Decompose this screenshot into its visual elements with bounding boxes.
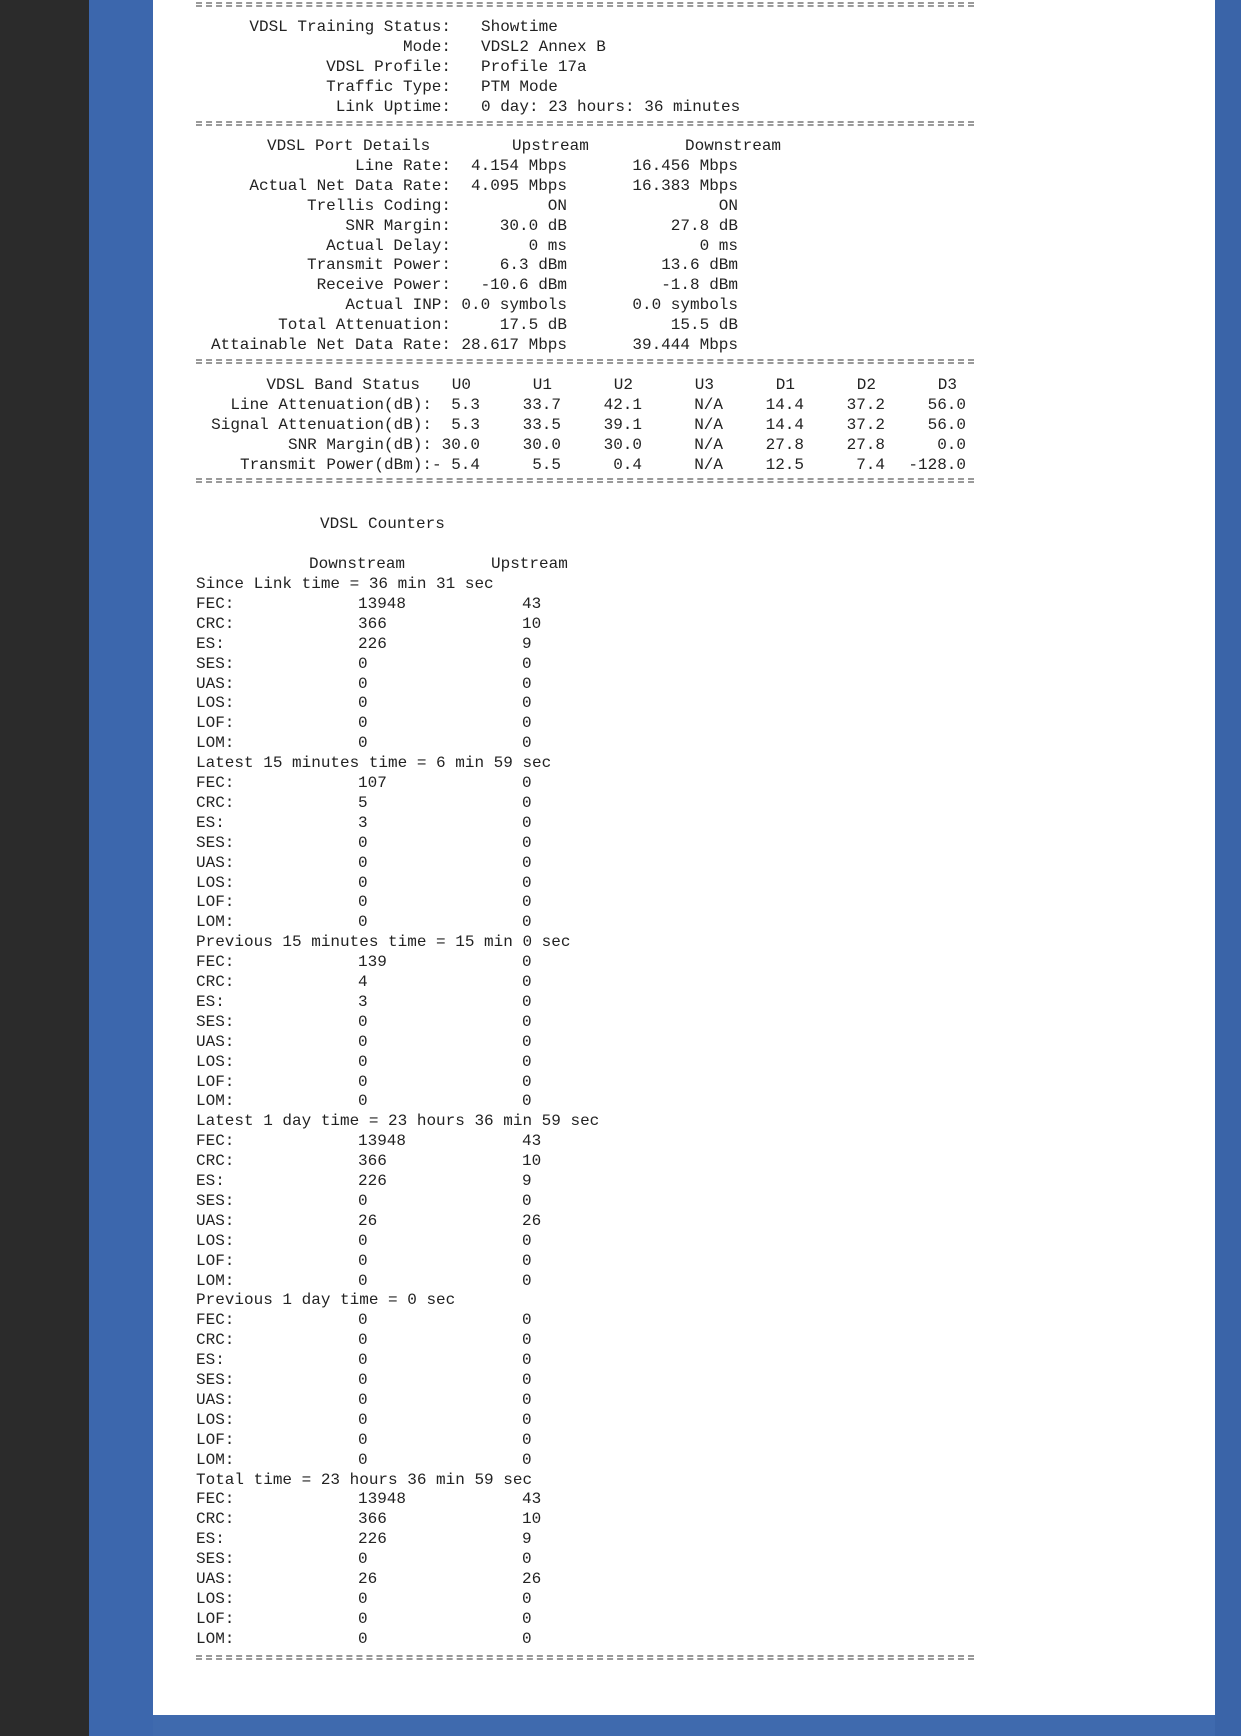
counter-label: SES: bbox=[196, 1550, 235, 1569]
counter-upstream: 0 bbox=[522, 1629, 532, 1648]
counter-downstream: 0 bbox=[358, 853, 368, 872]
counter-downstream: 0 bbox=[358, 1032, 368, 1051]
port-row-label: Actual Delay: bbox=[326, 236, 451, 255]
separator-bottom bbox=[196, 1655, 974, 1660]
counter-downstream: 0 bbox=[358, 694, 368, 713]
counter-upstream: 0 bbox=[522, 1271, 532, 1290]
training-label: VDSL Profile: bbox=[326, 57, 451, 76]
counter-downstream: 226 bbox=[358, 1530, 387, 1549]
counter-label: LOF: bbox=[196, 1072, 235, 1091]
band-value: 56.0 bbox=[927, 415, 966, 434]
counter-upstream: 0 bbox=[522, 1092, 532, 1111]
counter-upstream: 0 bbox=[522, 654, 532, 673]
band-value: 30.0 bbox=[603, 435, 642, 454]
training-label: Mode: bbox=[402, 37, 451, 56]
counter-label: ES: bbox=[196, 1172, 225, 1190]
port-header-label: VDSL Port Details bbox=[267, 137, 431, 155]
port-row-label: Receive Power: bbox=[316, 276, 451, 295]
counter-downstream: 26 bbox=[358, 1211, 378, 1230]
counter-downstream: 0 bbox=[358, 1231, 368, 1250]
separator-band bbox=[196, 478, 974, 483]
band-value: 0.4 bbox=[613, 455, 642, 474]
band-value: 56.0 bbox=[927, 395, 966, 414]
band-value: 14.4 bbox=[765, 395, 804, 414]
port-header-downstream: Downstream bbox=[685, 137, 782, 155]
counter-label: CRC: bbox=[196, 1331, 235, 1350]
counter-upstream: 0 bbox=[522, 694, 532, 713]
counter-downstream: 0 bbox=[358, 1589, 368, 1608]
counter-upstream: 0 bbox=[522, 1609, 532, 1628]
counter-label: FEC: bbox=[196, 1132, 235, 1151]
counters-col-upstream: Upstream bbox=[491, 555, 568, 573]
port-row-label: Actual Net Data Rate: bbox=[249, 176, 451, 195]
port-upstream-value: 4.154 Mbps bbox=[470, 156, 567, 175]
counter-downstream: 13948 bbox=[358, 594, 407, 613]
port-downstream-value: 39.444 Mbps bbox=[632, 336, 738, 354]
counter-downstream: 3 bbox=[358, 992, 368, 1011]
separator-training bbox=[196, 121, 974, 126]
counter-label: ES: bbox=[196, 813, 225, 832]
counter-downstream: 0 bbox=[358, 1410, 368, 1429]
counter-label: CRC: bbox=[196, 1152, 235, 1171]
band-value: 30.0 bbox=[441, 435, 480, 454]
band-value: 5.5 bbox=[532, 455, 561, 474]
content-panel bbox=[153, 0, 1215, 1715]
band-value: 7.4 bbox=[856, 455, 885, 474]
band-value: 5.3 bbox=[451, 415, 480, 434]
counter-label: LOS: bbox=[196, 1410, 235, 1429]
counter-label: FEC: bbox=[196, 953, 235, 972]
counters-col-downstream: Downstream bbox=[309, 555, 406, 573]
counter-upstream: 9 bbox=[522, 1172, 532, 1190]
counter-downstream: 0 bbox=[358, 1629, 368, 1648]
counter-downstream: 0 bbox=[358, 1550, 368, 1569]
band-value: 33.7 bbox=[522, 395, 561, 414]
counter-label: SES: bbox=[196, 1012, 235, 1031]
counter-downstream: 4 bbox=[358, 973, 368, 991]
counter-downstream: 0 bbox=[358, 1331, 368, 1350]
band-header-u3: U3 bbox=[694, 376, 714, 394]
counter-upstream: 0 bbox=[522, 1251, 532, 1270]
counter-upstream: 0 bbox=[522, 793, 532, 812]
port-downstream-value: -1.8 dBm bbox=[661, 276, 738, 295]
counter-upstream: 0 bbox=[522, 853, 532, 872]
counter-label: LOM: bbox=[196, 913, 235, 932]
band-value: 33.5 bbox=[522, 415, 561, 434]
counter-section-heading: Latest 1 day time = 23 hours 36 min 59 sec bbox=[196, 1112, 600, 1131]
training-value: VDSL2 Annex B bbox=[481, 37, 606, 56]
port-downstream-value: 27.8 dB bbox=[670, 216, 738, 235]
counter-label: SES: bbox=[196, 654, 235, 673]
band-row-label: SNR Margin(dB): bbox=[287, 435, 432, 454]
band-value: N/A bbox=[694, 455, 723, 474]
counter-label: FEC: bbox=[196, 1311, 235, 1330]
counter-downstream: 0 bbox=[358, 1311, 368, 1330]
band-value: 37.2 bbox=[846, 395, 885, 414]
counter-label: LOS: bbox=[196, 1589, 235, 1608]
counter-downstream: 226 bbox=[358, 634, 387, 653]
port-row-label: Total Attenuation: bbox=[278, 316, 451, 335]
counter-section-heading: Previous 1 day time = 0 sec bbox=[196, 1291, 456, 1310]
counter-upstream: 0 bbox=[522, 1410, 532, 1429]
port-downstream-value: 16.383 Mbps bbox=[632, 176, 738, 195]
port-upstream-value: ON bbox=[547, 196, 567, 215]
counter-label: LOS: bbox=[196, 1052, 235, 1071]
counter-upstream: 9 bbox=[522, 1530, 532, 1549]
counter-upstream: 10 bbox=[522, 1510, 542, 1529]
counter-label: ES: bbox=[196, 634, 225, 653]
band-header-d3: D3 bbox=[937, 376, 957, 394]
counter-upstream: 0 bbox=[522, 774, 532, 792]
band-header-d2: D2 bbox=[856, 376, 876, 394]
counter-downstream: 0 bbox=[358, 1092, 368, 1111]
counter-downstream: 0 bbox=[358, 833, 368, 852]
counter-label: UAS: bbox=[196, 1032, 235, 1051]
port-row-label: Trellis Coding: bbox=[306, 196, 451, 215]
counter-downstream: 366 bbox=[358, 1510, 387, 1529]
band-value: 5.3 bbox=[451, 395, 480, 414]
counter-upstream: 26 bbox=[522, 1570, 542, 1588]
band-header-u0: U0 bbox=[451, 376, 471, 394]
counter-downstream: 0 bbox=[358, 1271, 368, 1290]
counter-upstream: 0 bbox=[522, 1589, 532, 1608]
left-dark-margin bbox=[0, 0, 89, 1736]
port-upstream-value: 0.0 symbols bbox=[461, 296, 567, 315]
counter-label: LOF: bbox=[196, 1609, 235, 1628]
counter-upstream: 43 bbox=[522, 594, 542, 613]
counter-section-heading: Since Link time = 36 min 31 sec bbox=[196, 575, 494, 593]
counter-downstream: 0 bbox=[358, 1430, 368, 1449]
training-value: PTM Mode bbox=[481, 77, 558, 96]
counter-label: LOM: bbox=[196, 734, 235, 753]
port-upstream-value: 30.0 dB bbox=[499, 216, 567, 235]
counter-upstream: 0 bbox=[522, 714, 532, 733]
counter-downstream: 0 bbox=[358, 674, 368, 693]
port-downstream-value: 13.6 dBm bbox=[661, 256, 738, 275]
counter-downstream: 5 bbox=[358, 793, 368, 812]
counter-downstream: 226 bbox=[358, 1172, 387, 1190]
counter-upstream: 0 bbox=[522, 1550, 532, 1569]
port-upstream-value: 0 ms bbox=[528, 236, 567, 255]
band-header-u1: U1 bbox=[532, 376, 552, 394]
counter-upstream: 0 bbox=[522, 1311, 532, 1330]
counter-label: UAS: bbox=[196, 1570, 235, 1588]
counter-downstream: 0 bbox=[358, 734, 368, 753]
counter-downstream: 0 bbox=[358, 1390, 368, 1409]
counter-downstream: 366 bbox=[358, 1152, 387, 1171]
counter-upstream: 0 bbox=[522, 913, 532, 932]
counter-upstream: 9 bbox=[522, 634, 532, 653]
counter-label: CRC: bbox=[196, 793, 235, 812]
band-value: 27.8 bbox=[765, 435, 804, 454]
left-blue-margin bbox=[89, 0, 153, 1736]
counter-label: LOM: bbox=[196, 1450, 235, 1469]
counter-upstream: 0 bbox=[522, 873, 532, 892]
counter-label: CRC: bbox=[196, 973, 235, 991]
counter-label: ES: bbox=[196, 1351, 225, 1370]
counter-label: LOS: bbox=[196, 1231, 235, 1250]
counter-downstream: 13948 bbox=[358, 1490, 407, 1509]
counter-upstream: 0 bbox=[522, 1450, 532, 1469]
counter-upstream: 26 bbox=[522, 1211, 542, 1230]
counter-downstream: 0 bbox=[358, 913, 368, 932]
port-upstream-value: 17.5 dB bbox=[499, 316, 567, 335]
counter-label: LOS: bbox=[196, 694, 235, 713]
counter-upstream: 0 bbox=[522, 1371, 532, 1389]
counter-label: UAS: bbox=[196, 674, 235, 693]
band-row-label: Line Attenuation(dB): bbox=[230, 395, 432, 414]
counter-label: SES: bbox=[196, 1371, 235, 1389]
counter-downstream: 26 bbox=[358, 1570, 378, 1588]
band-value: 39.1 bbox=[603, 415, 642, 434]
counter-downstream: 0 bbox=[358, 1371, 368, 1389]
port-header-upstream: Upstream bbox=[512, 137, 589, 155]
counter-label: FEC: bbox=[196, 1490, 235, 1509]
counter-label: LOM: bbox=[196, 1271, 235, 1290]
port-downstream-value: 16.456 Mbps bbox=[632, 156, 738, 175]
training-label: Link Uptime: bbox=[335, 97, 451, 116]
port-row-label: Actual INP: bbox=[345, 296, 451, 315]
port-downstream-value: ON bbox=[718, 196, 738, 215]
counter-label: UAS: bbox=[196, 1211, 235, 1230]
counter-upstream: 10 bbox=[522, 614, 542, 633]
counter-downstream: 366 bbox=[358, 614, 387, 633]
separator-top bbox=[196, 2, 974, 7]
counter-upstream: 0 bbox=[522, 734, 532, 753]
counter-section-heading: Total time = 23 hours 36 min 59 sec bbox=[196, 1470, 533, 1489]
band-value: N/A bbox=[694, 435, 723, 454]
counter-downstream: 0 bbox=[358, 1072, 368, 1091]
counter-label: LOF: bbox=[196, 893, 235, 912]
port-row-label: Line Rate: bbox=[354, 156, 451, 175]
separator-port bbox=[196, 359, 974, 364]
port-upstream-value: 28.617 Mbps bbox=[461, 336, 567, 354]
band-value: 42.1 bbox=[603, 395, 642, 414]
counter-label: LOM: bbox=[196, 1092, 235, 1111]
counter-upstream: 0 bbox=[522, 1351, 532, 1370]
port-row-label: SNR Margin: bbox=[345, 216, 451, 235]
port-downstream-value: 15.5 dB bbox=[670, 316, 738, 335]
counter-label: FEC: bbox=[196, 594, 235, 613]
counter-downstream: 0 bbox=[358, 1609, 368, 1628]
counter-upstream: 0 bbox=[522, 1052, 532, 1071]
band-header-d1: D1 bbox=[775, 376, 795, 394]
counter-label: CRC: bbox=[196, 614, 235, 633]
counter-upstream: 0 bbox=[522, 833, 532, 852]
counters-title: VDSL Counters bbox=[320, 515, 445, 533]
counter-upstream: 0 bbox=[522, 1191, 532, 1210]
band-value: 30.0 bbox=[522, 435, 561, 454]
counter-label: LOF: bbox=[196, 1430, 235, 1449]
port-row-label: Transmit Power: bbox=[306, 256, 451, 275]
counter-upstream: 0 bbox=[522, 1012, 532, 1031]
counter-label: LOS: bbox=[196, 873, 235, 892]
port-upstream-value: -10.6 dBm bbox=[480, 276, 567, 295]
band-row-label: Signal Attenuation(dB): bbox=[211, 415, 432, 434]
training-value: Profile 17a bbox=[481, 57, 587, 76]
counter-upstream: 0 bbox=[522, 674, 532, 693]
training-label: Traffic Type: bbox=[326, 77, 451, 96]
counter-downstream: 0 bbox=[358, 1191, 368, 1210]
counter-upstream: 0 bbox=[522, 893, 532, 912]
band-value: 14.4 bbox=[765, 415, 804, 434]
counter-section-heading: Latest 15 minutes time = 6 min 59 sec bbox=[196, 754, 552, 773]
band-value: 27.8 bbox=[846, 435, 885, 454]
counter-upstream: 10 bbox=[522, 1152, 542, 1171]
counter-upstream: 0 bbox=[522, 813, 532, 832]
band-value: N/A bbox=[694, 415, 723, 434]
counter-label: ES: bbox=[196, 1530, 225, 1549]
counter-upstream: 0 bbox=[522, 1331, 532, 1350]
counter-label: SES: bbox=[196, 833, 235, 852]
port-downstream-value: 0 ms bbox=[699, 236, 738, 255]
counter-downstream: 0 bbox=[358, 873, 368, 892]
vdsl-status-report bbox=[196, 0, 1215, 1715]
band-header-u2: U2 bbox=[613, 376, 633, 394]
counter-downstream: 0 bbox=[358, 1052, 368, 1071]
band-value: -128.0 bbox=[908, 455, 966, 474]
counter-downstream: 107 bbox=[358, 774, 387, 792]
counter-label: LOF: bbox=[196, 1251, 235, 1270]
counter-upstream: 0 bbox=[522, 1430, 532, 1449]
counter-label: LOF: bbox=[196, 714, 235, 733]
counter-label: SES: bbox=[196, 1191, 235, 1210]
band-value: 37.2 bbox=[846, 415, 885, 434]
counter-downstream: 0 bbox=[358, 893, 368, 912]
port-upstream-value: 4.095 Mbps bbox=[470, 176, 567, 195]
training-value: Showtime bbox=[481, 18, 558, 36]
port-downstream-value: 0.0 symbols bbox=[632, 296, 738, 315]
counter-upstream: 0 bbox=[522, 973, 532, 991]
counter-label: FEC: bbox=[196, 774, 235, 792]
band-value: N/A bbox=[694, 395, 723, 414]
band-value: 12.5 bbox=[765, 455, 804, 474]
counter-label: UAS: bbox=[196, 1390, 235, 1409]
band-header-label: VDSL Band Status bbox=[266, 376, 420, 394]
band-value: - 5.4 bbox=[431, 455, 480, 474]
right-blue-margin bbox=[1215, 0, 1241, 1736]
port-upstream-value: 6.3 dBm bbox=[499, 256, 567, 275]
counter-upstream: 0 bbox=[522, 1072, 532, 1091]
counter-upstream: 0 bbox=[522, 1390, 532, 1409]
counter-upstream: 0 bbox=[522, 953, 532, 972]
counter-downstream: 0 bbox=[358, 1251, 368, 1270]
counter-downstream: 139 bbox=[358, 953, 387, 972]
band-row-label: Transmit Power(dBm): bbox=[239, 455, 432, 474]
counter-upstream: 0 bbox=[522, 1032, 532, 1051]
counter-downstream: 3 bbox=[358, 813, 368, 832]
counter-upstream: 0 bbox=[522, 1231, 532, 1250]
counter-downstream: 0 bbox=[358, 1450, 368, 1469]
counter-section-heading: Previous 15 minutes time = 15 min 0 sec bbox=[196, 933, 571, 952]
counter-label: LOM: bbox=[196, 1629, 235, 1648]
counter-downstream: 0 bbox=[358, 1012, 368, 1031]
counter-label: UAS: bbox=[196, 853, 235, 872]
counter-upstream: 0 bbox=[522, 992, 532, 1011]
training-value: 0 day: 23 hours: 36 minutes bbox=[481, 97, 741, 116]
counter-downstream: 0 bbox=[358, 654, 368, 673]
port-row-label: Attainable Net Data Rate: bbox=[210, 336, 451, 354]
counter-upstream: 43 bbox=[522, 1490, 542, 1509]
counter-downstream: 0 bbox=[358, 1351, 368, 1370]
band-value: 0.0 bbox=[937, 435, 966, 454]
counter-upstream: 43 bbox=[522, 1132, 542, 1151]
counter-label: ES: bbox=[196, 992, 225, 1011]
training-label: VDSL Training Status: bbox=[249, 18, 451, 36]
counter-downstream: 13948 bbox=[358, 1132, 407, 1151]
counter-downstream: 0 bbox=[358, 714, 368, 733]
counter-label: CRC: bbox=[196, 1510, 235, 1529]
